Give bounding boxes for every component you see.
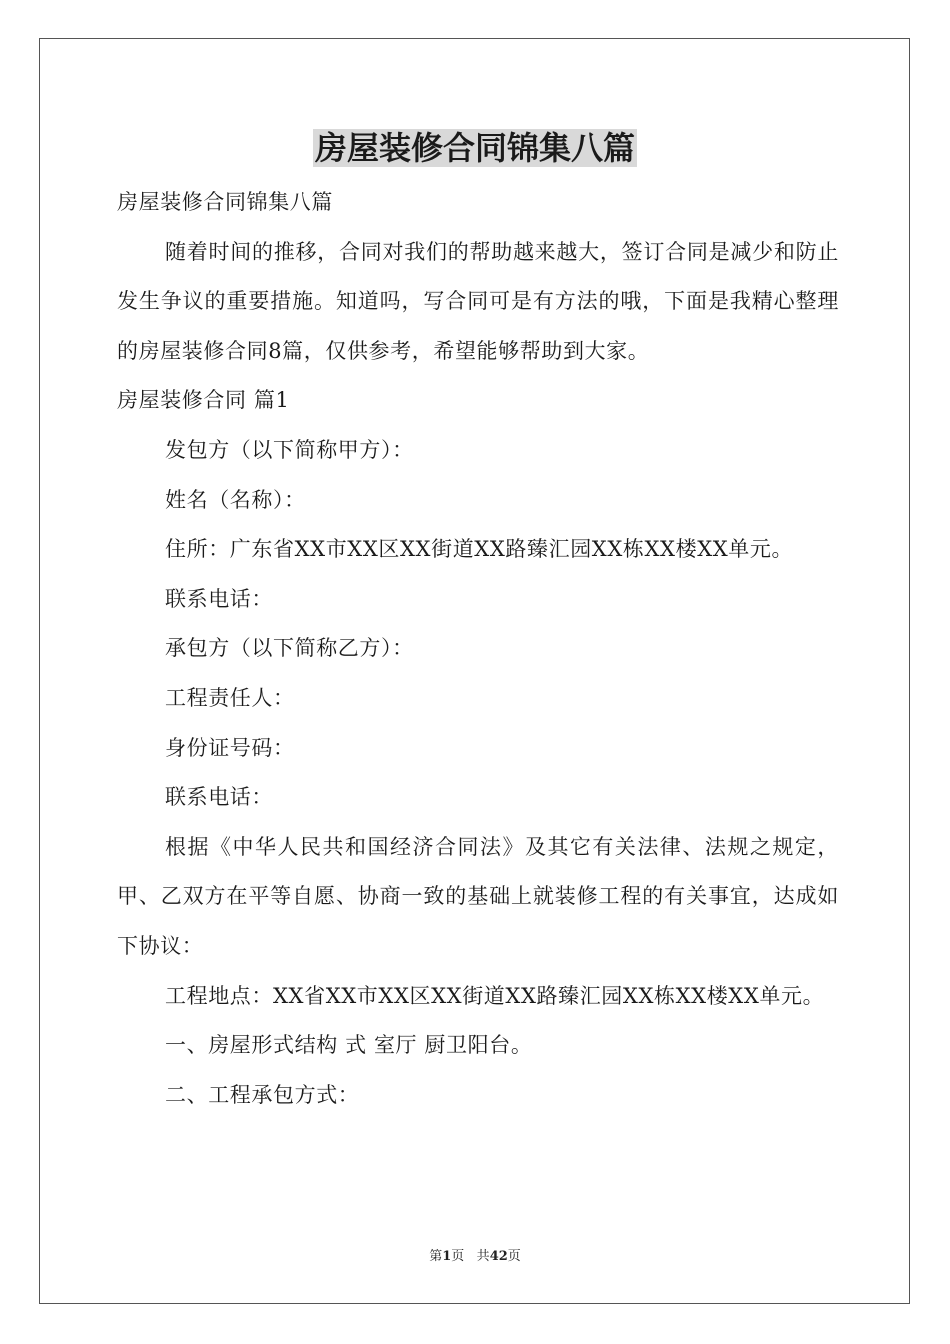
paragraph-10: 联系电话： [165,785,273,810]
paragraph-11: 根据《中华人民共和国经济合同法》及其它有关法律、法规之规定，甲、乙双方在平等自愿、协商一致的基础上就装修工程的有关事宜，达成如下协议： [117,834,839,958]
paragraph-12: 工程地点：XX省XX市XX区XX街道XX路臻汇园XX栋XX楼XX单元。 [165,983,825,1008]
page-footer [0,1248,950,1266]
paragraph-4: 姓名（名称）： [165,487,306,512]
paragraph-6: 联系电话： [165,586,273,611]
paragraph-2: 房屋装修合同 篇1 [117,388,290,413]
footer-page-number: 1 [442,1249,452,1264]
footer-page-prefix: 第 [429,1249,443,1264]
paragraph-7: 承包方（以下简称乙方）： [165,636,414,661]
paragraph-9: 身份证号码： [165,735,295,760]
paragraph-0: 房屋装修合同锦集八篇 [117,190,333,214]
paragraph-5: 住所：广东省XX市XX区XX街道XX路臻汇园XX栋XX楼XX单元。 [165,537,794,562]
footer-total-prefix: 共 [476,1249,490,1264]
document-title [0,126,950,170]
document-title-text: 房屋装修合同锦集八篇 [314,129,635,167]
paragraph-14: 二、工程承包方式： [165,1082,360,1107]
document-body [117,178,839,1120]
paragraph-8: 工程责任人： [165,685,295,710]
footer-page-suffix: 页 [451,1249,465,1264]
paragraph-1: 随着时间的推移，合同对我们的帮助越来越大，签订合同是减少和防止发生争议的重要措施。知道吗，写合同可是有方法的哦，下面是我精心整理的房屋装修合同8篇，仅供参考，希望能够帮助到大家。 [117,239,839,363]
footer-total-pages: 42 [489,1249,508,1264]
footer-total-suffix: 页 [507,1249,521,1264]
paragraph-3: 发包方（以下简称甲方）： [165,437,414,462]
paragraph-13: 一、房屋形式结构 式 室厅 厨卫阳台。 [165,1033,533,1058]
